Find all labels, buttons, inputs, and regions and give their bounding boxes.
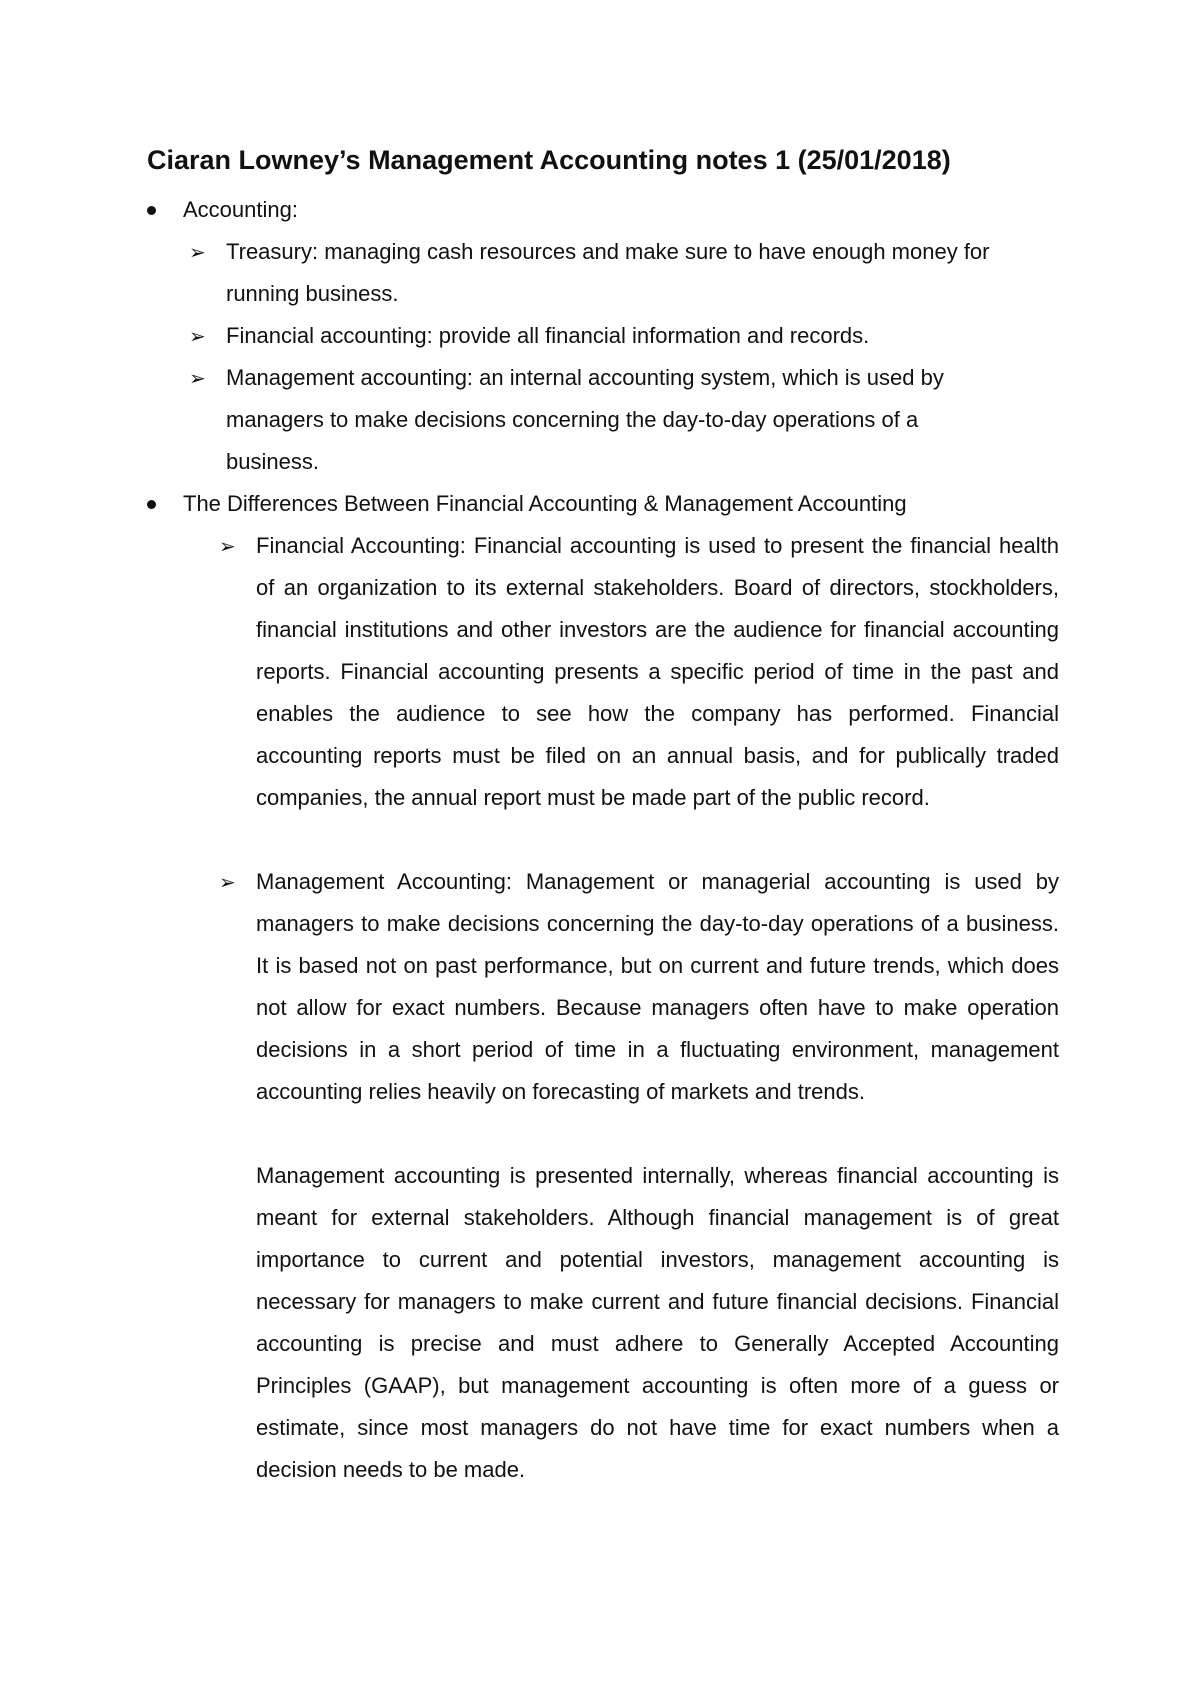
list-item-text: Financial Accounting: Financial accounting is used to present the financial health of an organization to its external stakeholders. Board of directors, stockholders, financial institutions and other investors are the audience for financial accounting reports. Financial accounting presents a specific period of time in the past and enables the audience to see how the company has performed. Financial accounting reports must be filed on an annual basis, and for publically traded companies, the annual report must be made part of the public record. xyxy=(256,533,1059,810)
arrow-bullet-icon: ➢ xyxy=(189,366,206,390)
page-title: Ciaran Lowney’s Management Accounting notes 1 (25/01/2018) xyxy=(147,145,951,175)
list-item-text: Financial accounting: provide all financial information and records. xyxy=(226,323,870,348)
bullet-dot-icon xyxy=(147,500,156,509)
bullet-dot-icon xyxy=(147,206,156,215)
section-heading: Accounting: xyxy=(183,197,298,222)
list-item-text: Management Accounting: Management or managerial accounting is used by managers to make decisions concerning the day-to-day operations of a business. It is based not on past performance, but on current and future trends, which does not allow for exact numbers. Because managers often have to make operation decisions in a short period of time in a fluctuating environment, management accounting relies heavily on forecasting of markets and trends. xyxy=(256,869,1059,1104)
section-heading: The Differences Between Financial Accounting & Management Accounting xyxy=(183,491,907,516)
list-item-text: Management accounting: an internal accounting system, which is used by managers to make decisions concerning the day-to-day operations of a business. xyxy=(226,365,944,474)
closing-paragraph: Management accounting is presented internally, whereas financial accounting is meant for external stakeholders. Although financial management is of great importance to current and potential investors, management accounting is necessary for managers to make current and future financial decisions. Financial accounting is precise and must adhere to Generally Accepted Accounting Principles (GAAP), but management accounting is often more of a guess or estimate, since most managers do not have time for exact numbers when a decision needs to be made. xyxy=(256,1163,1059,1482)
list-item-text: Treasury: managing cash resources and make sure to have enough money for running business. xyxy=(226,239,990,306)
arrow-bullet-icon: ➢ xyxy=(189,240,206,264)
arrow-bullet-icon: ➢ xyxy=(219,870,236,894)
arrow-bullet-icon: ➢ xyxy=(189,324,206,348)
arrow-bullet-icon: ➢ xyxy=(219,534,236,558)
